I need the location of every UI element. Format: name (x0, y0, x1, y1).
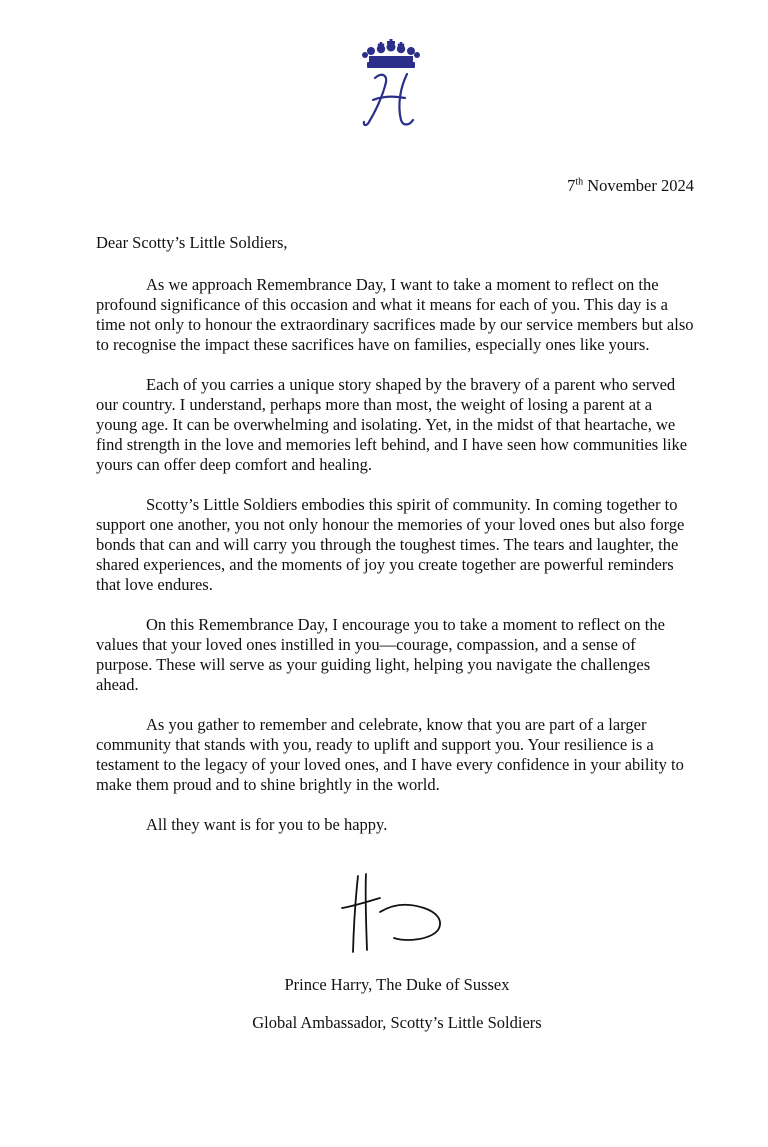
script-h-letter (364, 74, 413, 125)
letter-date (567, 176, 694, 196)
salutation: Dear Scotty’s Little Soldiers, (96, 233, 288, 252)
date-suffix: th (575, 176, 584, 188)
handwritten-signature (336, 872, 454, 956)
paragraph-6: All they want is for you to be happy. (146, 815, 388, 834)
paragraph-2: Each of you carries a unique story shaped by the bravery of a parent who served our country. I understand, perhaps more than most, the weight of losing a parent at a young age. It can be overwhelming and isolating. Yet, in the midst of that heartache, we find strength in the love and memories left behind, and I have seen how communities like yours can offer deep comfort and healing. (96, 375, 688, 474)
royal-monogram-logo (355, 38, 427, 130)
signatory-name: Prince Harry, The Duke of Sussex (284, 975, 510, 994)
date-day: 7 (567, 176, 576, 195)
signatory-title: Global Ambassador, Scotty’s Little Soldiers (252, 1013, 542, 1032)
date-month-year: November 2024 (587, 176, 694, 195)
paragraph-5: As you gather to remember and celebrate, know that you are part of a larger community that stands with you, ready to uplift and support you. Your resilience is a testament to the legacy of your loved ones, and I have every confidence in your ability to make them proud and to shine brightly in the world. (96, 715, 684, 794)
paragraph-4: On this Remembrance Day, I encourage you to take a moment to reflect on the values that your loved ones instilled in you—courage, compassion, and a sense of purpose. These will serve as your guiding light, helping you navigate the challenges ahead. (96, 615, 665, 694)
paragraph-3: Scotty’s Little Soldiers embodies this spirit of community. In coming together to support one another, you not only honour the memories of your loved ones but also forge bonds that can and will carry you through the toughest times. The tears and laughter, the shared experiences, and the moments of joy you create together are powerful reminders that love endures. (96, 495, 685, 594)
letter-body (96, 275, 696, 855)
paragraph-1: As we approach Remembrance Day, I want to take a moment to reflect on the profound significance of this occasion and what it means for each of you. This day is a time not only to honour the extraordinary sacrifices made by our service members but also to recognise the impact these sacrifices have on families, especially ones like yours. (96, 275, 694, 354)
coronet-icon (362, 39, 420, 68)
